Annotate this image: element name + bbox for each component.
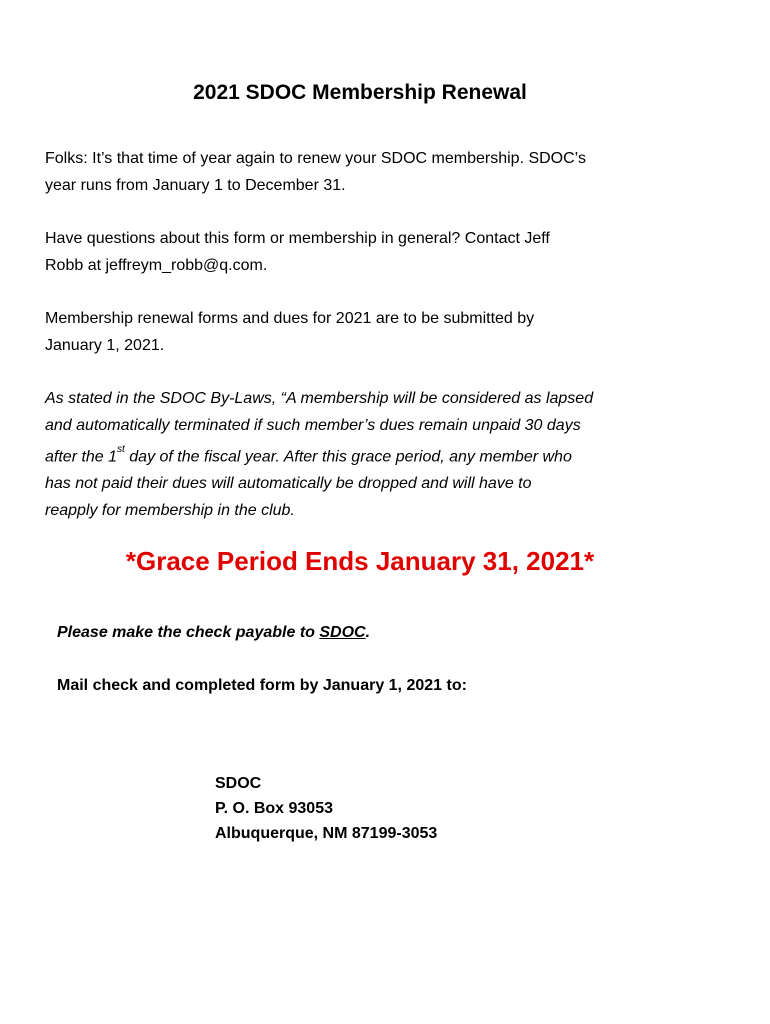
address-city-state-zip: Albuquerque, NM 87199-3053 (215, 825, 438, 842)
bylaws-line-1: As stated in the SDOC By-Laws, “A membership will be considered as lapsed (45, 390, 594, 407)
intro-line-2: year runs from January 1 to December 31. (45, 177, 346, 194)
bylaws-line-2: and automatically terminated if such member’s dues remain unpaid 30 days (45, 417, 581, 434)
bylaws-line-4: has not paid their dues will automatically be dropped and will have to (45, 475, 532, 493)
bylaws-ordinal-suffix: st (117, 444, 125, 455)
payable-prefix: Please make the check payable to (57, 624, 320, 641)
intro-line-1: Folks: It’s that time of year again to renew your SDOC membership. SDOC’s (45, 150, 586, 167)
mailing-address (215, 771, 437, 846)
page-title: 2021 SDOC Membership Renewal (193, 81, 527, 104)
questions-line-2: Robb at jeffreym_robb@q.com. (45, 257, 268, 274)
questions-paragraph (45, 225, 685, 279)
deadline-line-1: Membership renewal forms and dues for 2021 are to be submitted by (45, 310, 535, 327)
payee-name: SDOC (319, 624, 366, 641)
payable-suffix: . (365, 624, 371, 641)
bylaws-quote (45, 385, 705, 524)
mail-instruction: Mail check and completed form by January 1, 2021 to: (57, 677, 467, 694)
address-po-box: P. O. Box 93053 (215, 800, 333, 817)
bylaws-line-5: reapply for membership in the club. (45, 502, 295, 520)
intro-paragraph (45, 145, 685, 199)
bylaws-line-3-end: day of the fiscal year. After this grace period, any member who (124, 448, 572, 466)
questions-line-1: Have questions about this form or membership in general? Contact Jeff (45, 230, 550, 247)
bylaws-line-3-start: after the 1 (45, 448, 118, 466)
grace-period-notice: *Grace Period Ends January 31, 2021* (125, 546, 595, 576)
deadline-paragraph (45, 305, 685, 359)
deadline-line-2: January 1, 2021. (45, 337, 165, 354)
address-name: SDOC (215, 775, 262, 792)
payable-instruction (57, 621, 370, 645)
